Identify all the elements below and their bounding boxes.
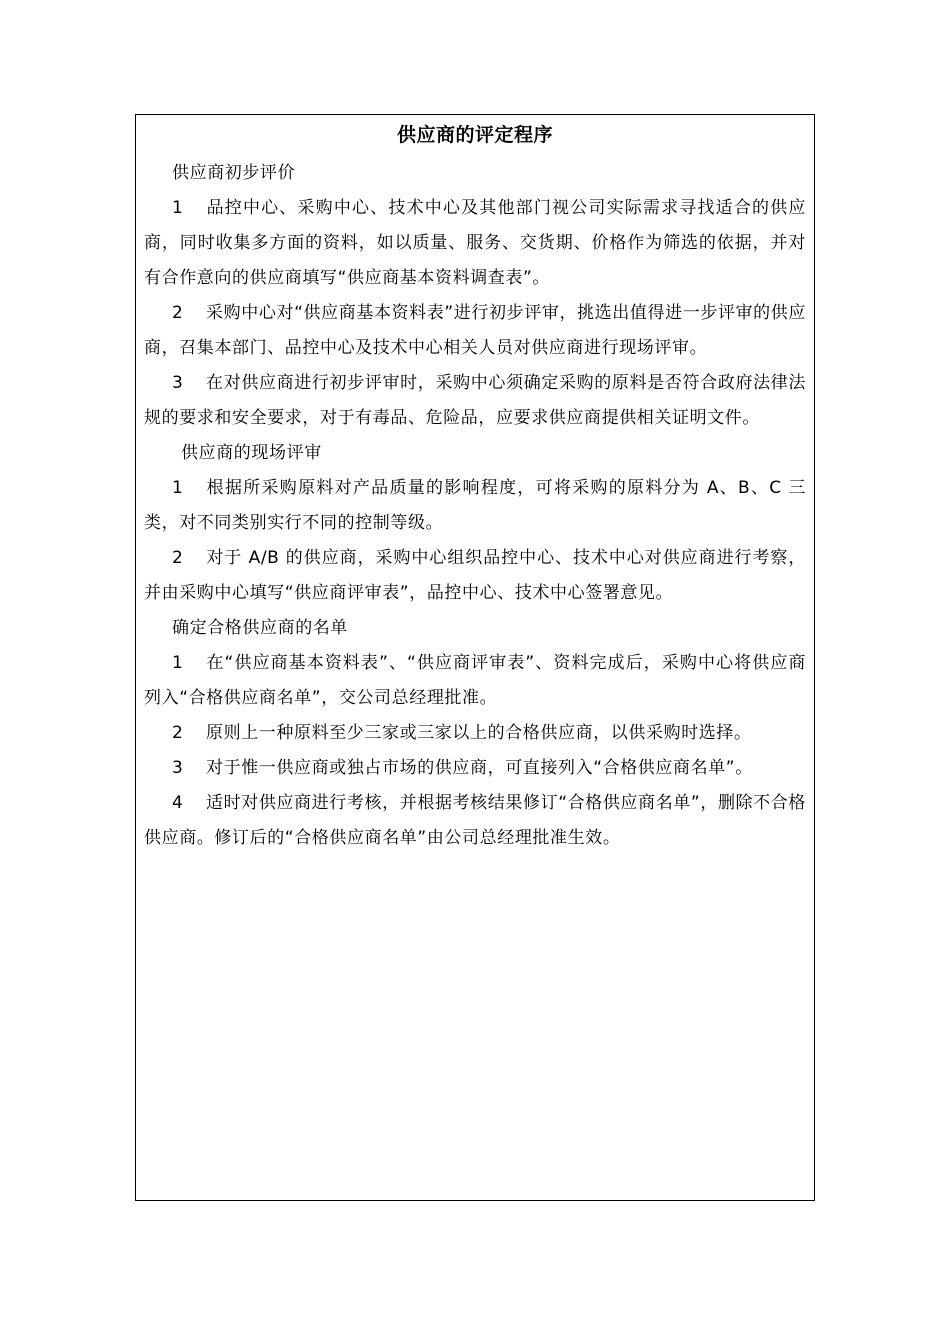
item-number: 2	[172, 303, 184, 323]
list-item	[144, 751, 806, 786]
item-text: 对于 A/B 的供应商，采购中心组织品控中心、技术中心对供应商进行考察，并由采购中心填写“供应商评审表”，品控中心、技术中心签署意见。	[144, 548, 806, 603]
item-text: 品控中心、采购中心、技术中心及其他部门视公司实际需求寻找适合的供应商，同时收集多方面的资料，如以质量、服务、交货期、价格作为筛选的依据，并对有合作意向的供应商填写“供应商基本资料调查表”。	[144, 198, 806, 288]
document-frame	[135, 114, 815, 1201]
item-number: 3	[172, 373, 184, 393]
item-number: 4	[172, 793, 184, 813]
list-item	[144, 471, 806, 541]
list-item	[144, 191, 806, 296]
item-text: 适时对供应商进行考核，并根据考核结果修订“合格供应商名单”，删除不合格供应商。修订后的“合格供应商名单”由公司总经理批准生效。	[144, 793, 806, 848]
item-text: 采购中心对“供应商基本资料表”进行初步评审，挑选出值得进一步评审的供应商，召集本部门、品控中心及技术中心相关人员对供应商进行现场评审。	[144, 303, 806, 358]
section-heading-site-review: 供应商的现场评审	[181, 443, 322, 463]
item-number: 3	[172, 758, 184, 778]
item-text: 对于惟一供应商或独占市场的供应商，可直接列入“合格供应商名单”。	[206, 758, 753, 778]
list-item	[144, 541, 806, 611]
list-item	[144, 296, 806, 366]
section-heading-qualified-list: 确定合格供应商的名单	[172, 618, 348, 638]
item-text: 根据所采购原料对产品质量的影响程度，可将采购的原料分为 A、B、C 三类，对不同类别实行不同的控制等级。	[144, 478, 806, 533]
section-heading-initial-evaluation: 供应商初步评价	[172, 163, 296, 183]
list-item	[144, 646, 806, 716]
item-number: 1	[172, 478, 184, 498]
item-number: 2	[172, 548, 184, 568]
list-item	[144, 786, 806, 856]
item-number: 1	[172, 653, 184, 673]
item-number: 1	[172, 198, 184, 218]
document-body	[136, 156, 814, 856]
item-text: 在“供应商基本资料表”、“供应商评审表”、资料完成后，采购中心将供应商列入“合格供应商名单”，交公司总经理批准。	[144, 653, 806, 708]
item-text: 原则上一种原料至少三家或三家以上的合格供应商，以供采购时选择。	[206, 723, 752, 743]
item-number: 2	[172, 723, 184, 743]
item-text: 在对供应商进行初步评审时，采购中心须确定采购的原料是否符合政府法律法规的要求和安全要求，对于有毒品、危险品，应要求供应商提供相关证明文件。	[144, 373, 806, 428]
list-item	[144, 366, 806, 436]
document-title: 供应商的评定程序	[396, 124, 553, 146]
list-item	[144, 716, 806, 751]
